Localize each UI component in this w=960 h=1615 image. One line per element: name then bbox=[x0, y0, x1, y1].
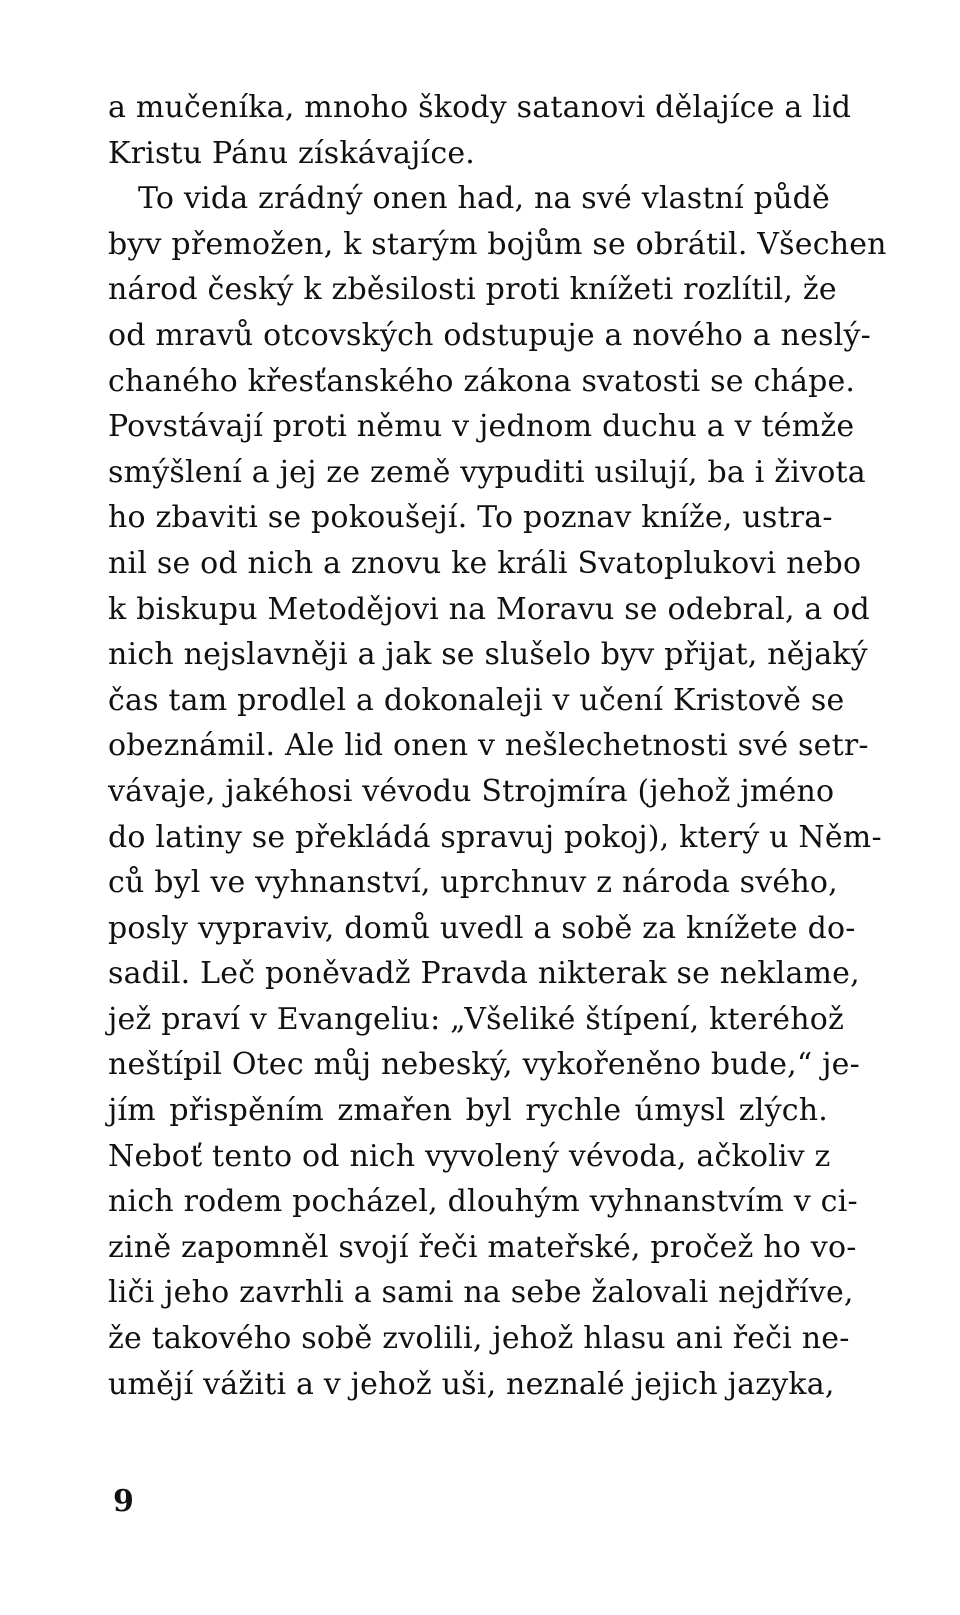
text-line: a mučeníka, mnoho škody satanovi dělajíce a lid bbox=[108, 90, 852, 125]
text-line: liči jeho zavrhli a sami na sebe žalovali nejdříve, bbox=[108, 1275, 854, 1311]
text-line: že takového sobě zvolili, jehož hlasu ani řeči ne- bbox=[108, 1321, 850, 1357]
text-line: Neboť tento od nich vyvolený vévoda, ačkoliv z bbox=[108, 1138, 831, 1174]
text-line: posly vypraviv, domů uvedl a sobě za knížete do- bbox=[108, 910, 856, 946]
text-line: smýšlení a jej ze země vypuditi usilují, ba i života bbox=[108, 454, 866, 490]
text-line: národ český k zběsilosti proti knížeti rozlítil, že bbox=[108, 272, 837, 308]
text-line: obeznámil. Ale lid onen v nešlechetnosti své setr- bbox=[108, 728, 869, 764]
text-line: umějí vážiti a v jehož uši, neznalé jejich jazyka, bbox=[108, 1366, 835, 1402]
text-line: byv přemožen, k starým bojům se obrátil. Všechen bbox=[108, 226, 887, 262]
text-line: neštípil Otec můj nebeský, vykořeněno bude,“ je- bbox=[108, 1047, 860, 1083]
text-line: Kristu Pánu získávajíce. bbox=[108, 135, 476, 171]
text-line: ho zbaviti se pokoušejí. To poznav kníže, ustra- bbox=[108, 500, 833, 536]
text-line: čas tam prodlel a dokonaleji v učení Kristově se bbox=[108, 682, 845, 718]
text-line: vávaje, jakéhosi vévodu Strojmíra (jehož jméno bbox=[108, 773, 835, 809]
text-line: jím přispěním zmařen byl rychle úmysl zlých. bbox=[108, 1093, 828, 1129]
text-line: ců byl ve vyhnanství, uprchnuv z národa svého, bbox=[108, 865, 838, 901]
text-line: sadil. Leč poněvadž Pravda nikterak se neklame, bbox=[108, 956, 860, 992]
text-line: To vida zrádný onen had, na své vlastní půdě bbox=[138, 181, 830, 217]
text-line: nil se od nich a znovu ke králi Svatoplukovi nebo bbox=[108, 545, 862, 581]
text-line: zině zapomněl svojí řeči mateřské, pročež ho vo- bbox=[108, 1229, 857, 1265]
text-line: nich nejslavněji a jak se slušelo byv přijat, nějaký bbox=[108, 637, 868, 673]
text-line: Povstávají proti němu v jednom duchu a v témže bbox=[108, 409, 855, 445]
text-line: jež praví v Evangeliu: „Všeliké štípení, kteréhož bbox=[108, 1001, 844, 1037]
body-text bbox=[108, 85, 887, 1407]
text-line: nich rodem pocházel, dlouhým vyhnanstvím v ci- bbox=[108, 1184, 858, 1220]
page-number: 9 bbox=[113, 1484, 134, 1519]
text-line: do latiny se překládá spravuj pokoj), který u Něm- bbox=[108, 819, 882, 855]
text-line: od mravů otcovských odstupuje a nového a neslý- bbox=[108, 317, 871, 353]
text-line: chaného křesťanského zákona svatosti se chápe. bbox=[108, 363, 856, 399]
text-line: k biskupu Metodějovi na Moravu se odebral, a od bbox=[108, 591, 870, 627]
